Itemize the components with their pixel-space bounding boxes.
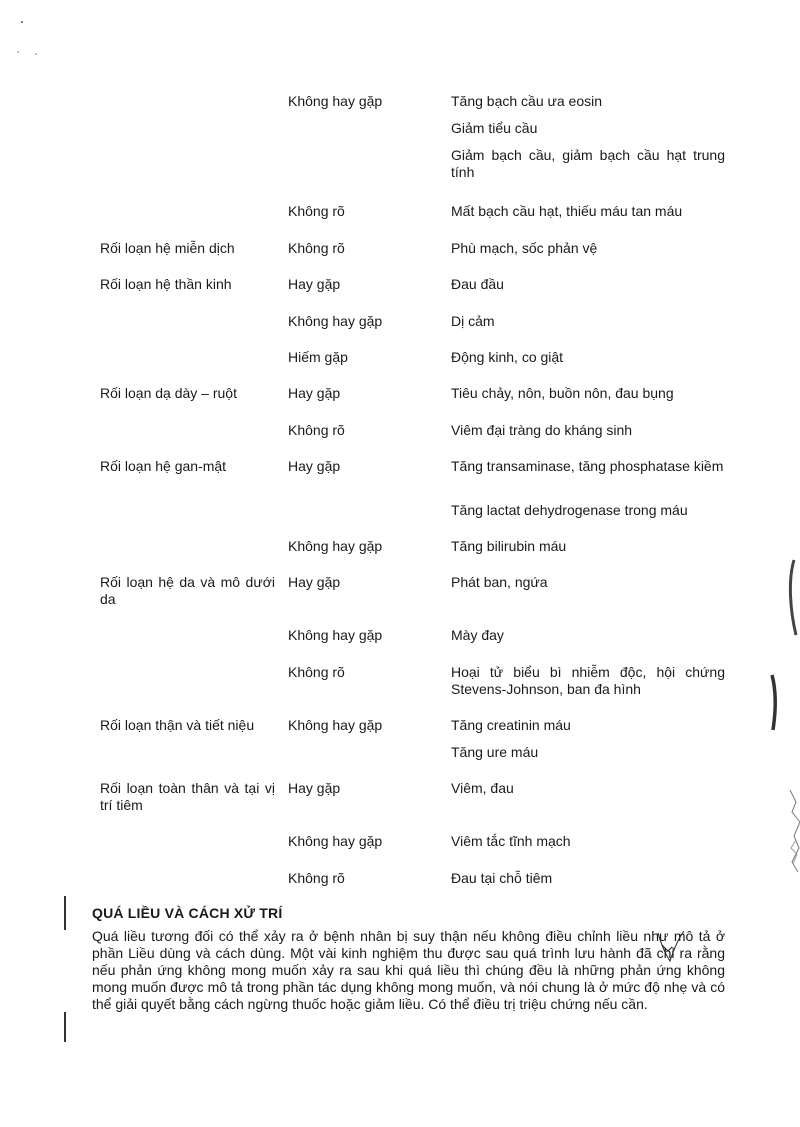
overdose-paragraph: Quá liều tương đối có thể xảy ra ở bệnh nhân bị suy thận nếu không điều chỉnh liều như mô tả ở phần Liều dùng và cách dùng. Một vài kinh nghiệm thu được sau quá trình lưu hành đã chỉ ra rằng nếu phản ứng không mong muốn xảy ra sau khi quá liều thì chúng đều là những phản ứng không mong muốn được mô tả trong phần tác dụng không mong muốn, và nói chung là ở mức độ nhẹ và có thể giải quyết bằng cách ngừng thuốc hoặc giảm liều. Có thể điều trị triệu chứng nếu cần. [92,928,725,1012]
frequency-cell: Hay gặp [288,385,341,401]
system-cell: Rối loạn hệ thần kinh [100,276,232,292]
effect-cell: Tăng creatinin máu [451,717,571,733]
frequency-cell: Không hay gặp [288,93,383,109]
effect-cell: Tăng bilirubin máu [451,538,567,554]
effect-cell: Phát ban, ngứa [451,574,548,590]
effect-cell: Mất bạch cầu hạt, thiếu máu tan máu [451,203,683,219]
system-cell: Rối loạn dạ dày – ruột [100,385,237,401]
effect-cell: Giảm tiểu cầu [451,120,538,136]
effect-cell: Dị cảm [451,313,495,329]
effect-cell: Mày đay [451,627,504,643]
frequency-cell: Không hay gặp [288,717,383,733]
frequency-cell: Hiếm gặp [288,349,348,365]
effect-cell: Phù mạch, sốc phản vệ [451,240,598,256]
system-cell: Rối loạn thận và tiết niệu [100,717,255,733]
frequency-cell: Không hay gặp [288,538,383,554]
scan-dot-marks [0,0,60,70]
effect-cell: Đau tại chỗ tiêm [451,870,553,886]
frequency-cell: Hay gặp [288,458,341,474]
effect-cell: Viêm tắc tĩnh mạch [451,833,571,849]
frequency-cell: Không rõ [288,870,345,886]
effect-cell: Tăng transaminase, tăng phosphatase kiềm [451,458,724,474]
effect-cell: Tăng lactat dehydrogenase trong máu [451,502,688,518]
section-heading: QUÁ LIỀU VÀ CÁCH XỬ TRÍ [92,905,283,921]
frequency-cell: Không rõ [288,664,345,680]
effect-cell: Giảm bạch cầu, giảm bạch cầu hạt trung tính [451,147,725,180]
effect-cell: Động kinh, co giật [451,349,564,365]
frequency-cell: Không hay gặp [288,833,383,849]
effect-cell: Viêm đại tràng do kháng sinh [451,422,633,438]
frequency-cell: Hay gặp [288,780,341,796]
system-cell: Rối loạn hệ gan-mật [100,458,227,474]
system-cell: Rối loạn hệ miễn dịch [100,240,235,256]
frequency-cell: Không rõ [288,203,345,219]
revision-bar [64,896,66,930]
effect-cell: Tăng ure máu [451,744,539,760]
system-cell: Rối loạn hệ da và mô dưới da [100,574,275,607]
effect-cell: Hoại tử biểu bì nhiễm độc, hội chứng Stevens-Johnson, ban đa hình [451,664,725,697]
frequency-cell: Không hay gặp [288,627,383,643]
frequency-cell: Không rõ [288,240,345,256]
effect-cell: Đau đầu [451,276,504,292]
effect-cell: Viêm, đau [451,780,514,796]
scan-margin-marks [760,540,800,940]
frequency-cell: Hay gặp [288,276,341,292]
effect-cell: Tiêu chảy, nôn, buồn nôn, đau bụng [451,385,674,401]
frequency-cell: Hay gặp [288,574,341,590]
frequency-cell: Không hay gặp [288,313,383,329]
revision-bar [64,1012,66,1042]
pen-mark [640,925,700,970]
system-cell: Rối loạn toàn thân và tại vị trí tiêm [100,780,275,813]
effect-cell: Tăng bạch cầu ưa eosin [451,93,603,109]
frequency-cell: Không rõ [288,422,345,438]
